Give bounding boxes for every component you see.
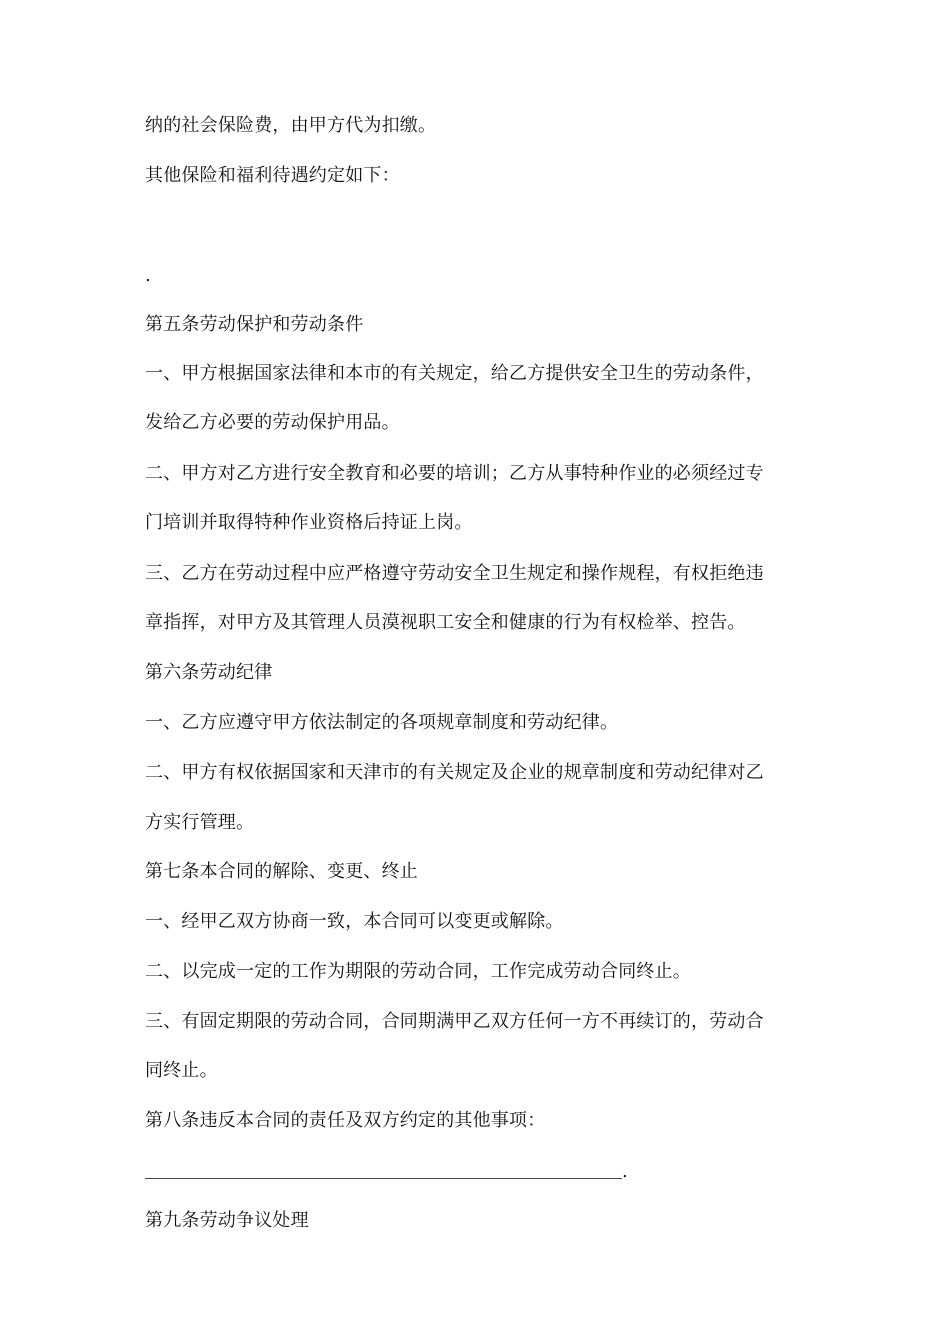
heading-article-7: 第七条本合同的解除、变更、终止 xyxy=(145,861,418,882)
article-5-item-3-line-1: 三、乙方在劳动过程中应严格遵守劳动安全卫生规定和操作规程，有权拒绝违 xyxy=(145,563,764,584)
article-7-item-3-line-2: 同终止。 xyxy=(145,1060,218,1081)
article-5-item-1-line-2: 发给乙方必要的劳动保护用品。 xyxy=(145,412,400,433)
paragraph-dot: . xyxy=(145,265,151,286)
heading-article-6: 第六条劳动纪律 xyxy=(145,662,273,683)
fill-in-blank-end: . xyxy=(622,1161,628,1182)
article-5-item-1-line-1: 一、甲方根据国家法律和本市的有关规定，给乙方提供安全卫生的劳动条件， xyxy=(145,363,764,384)
paragraph-other-insurance: 其他保险和福利待遇约定如下： xyxy=(145,165,400,186)
article-5-item-2-line-2: 门培训并取得特种作业资格后持证上岗。 xyxy=(145,512,473,533)
article-7-item-2: 二、以完成一定的工作为期限的劳动合同，工作完成劳动合同终止。 xyxy=(145,961,691,982)
article-5-item-3-line-2: 章指挥，对甲方及其管理人员漠视职工安全和健康的行为有权检举、控告。 xyxy=(145,612,746,633)
paragraph-social-insurance: 纳的社会保险费，由甲方代为扣缴。 xyxy=(145,115,437,136)
article-6-item-1: 一、乙方应遵守甲方依法制定的各项规章制度和劳动纪律。 xyxy=(145,712,619,733)
article-7-item-1: 一、经甲乙双方协商一致，本合同可以变更或解除。 xyxy=(145,911,564,932)
article-5-item-2-line-1: 二、甲方对乙方进行安全教育和必要的培训；乙方从事特种作业的必须经过专 xyxy=(145,463,764,484)
heading-article-8: 第八条违反本合同的责任及双方约定的其他事项： xyxy=(145,1110,546,1131)
article-7-item-3-line-1: 三、有固定期限的劳动合同，合同期满甲乙双方任何一方不再续订的，劳动合 xyxy=(145,1011,764,1032)
fill-in-blank-line xyxy=(145,1178,622,1179)
article-6-item-2-line-2: 方实行管理。 xyxy=(145,812,255,833)
heading-article-5: 第五条劳动保护和劳动条件 xyxy=(145,314,364,335)
heading-article-9: 第九条劳动争议处理 xyxy=(145,1210,309,1231)
article-6-item-2-line-1: 二、甲方有权依据国家和天津市的有关规定及企业的规章制度和劳动纪律对乙 xyxy=(145,762,764,783)
